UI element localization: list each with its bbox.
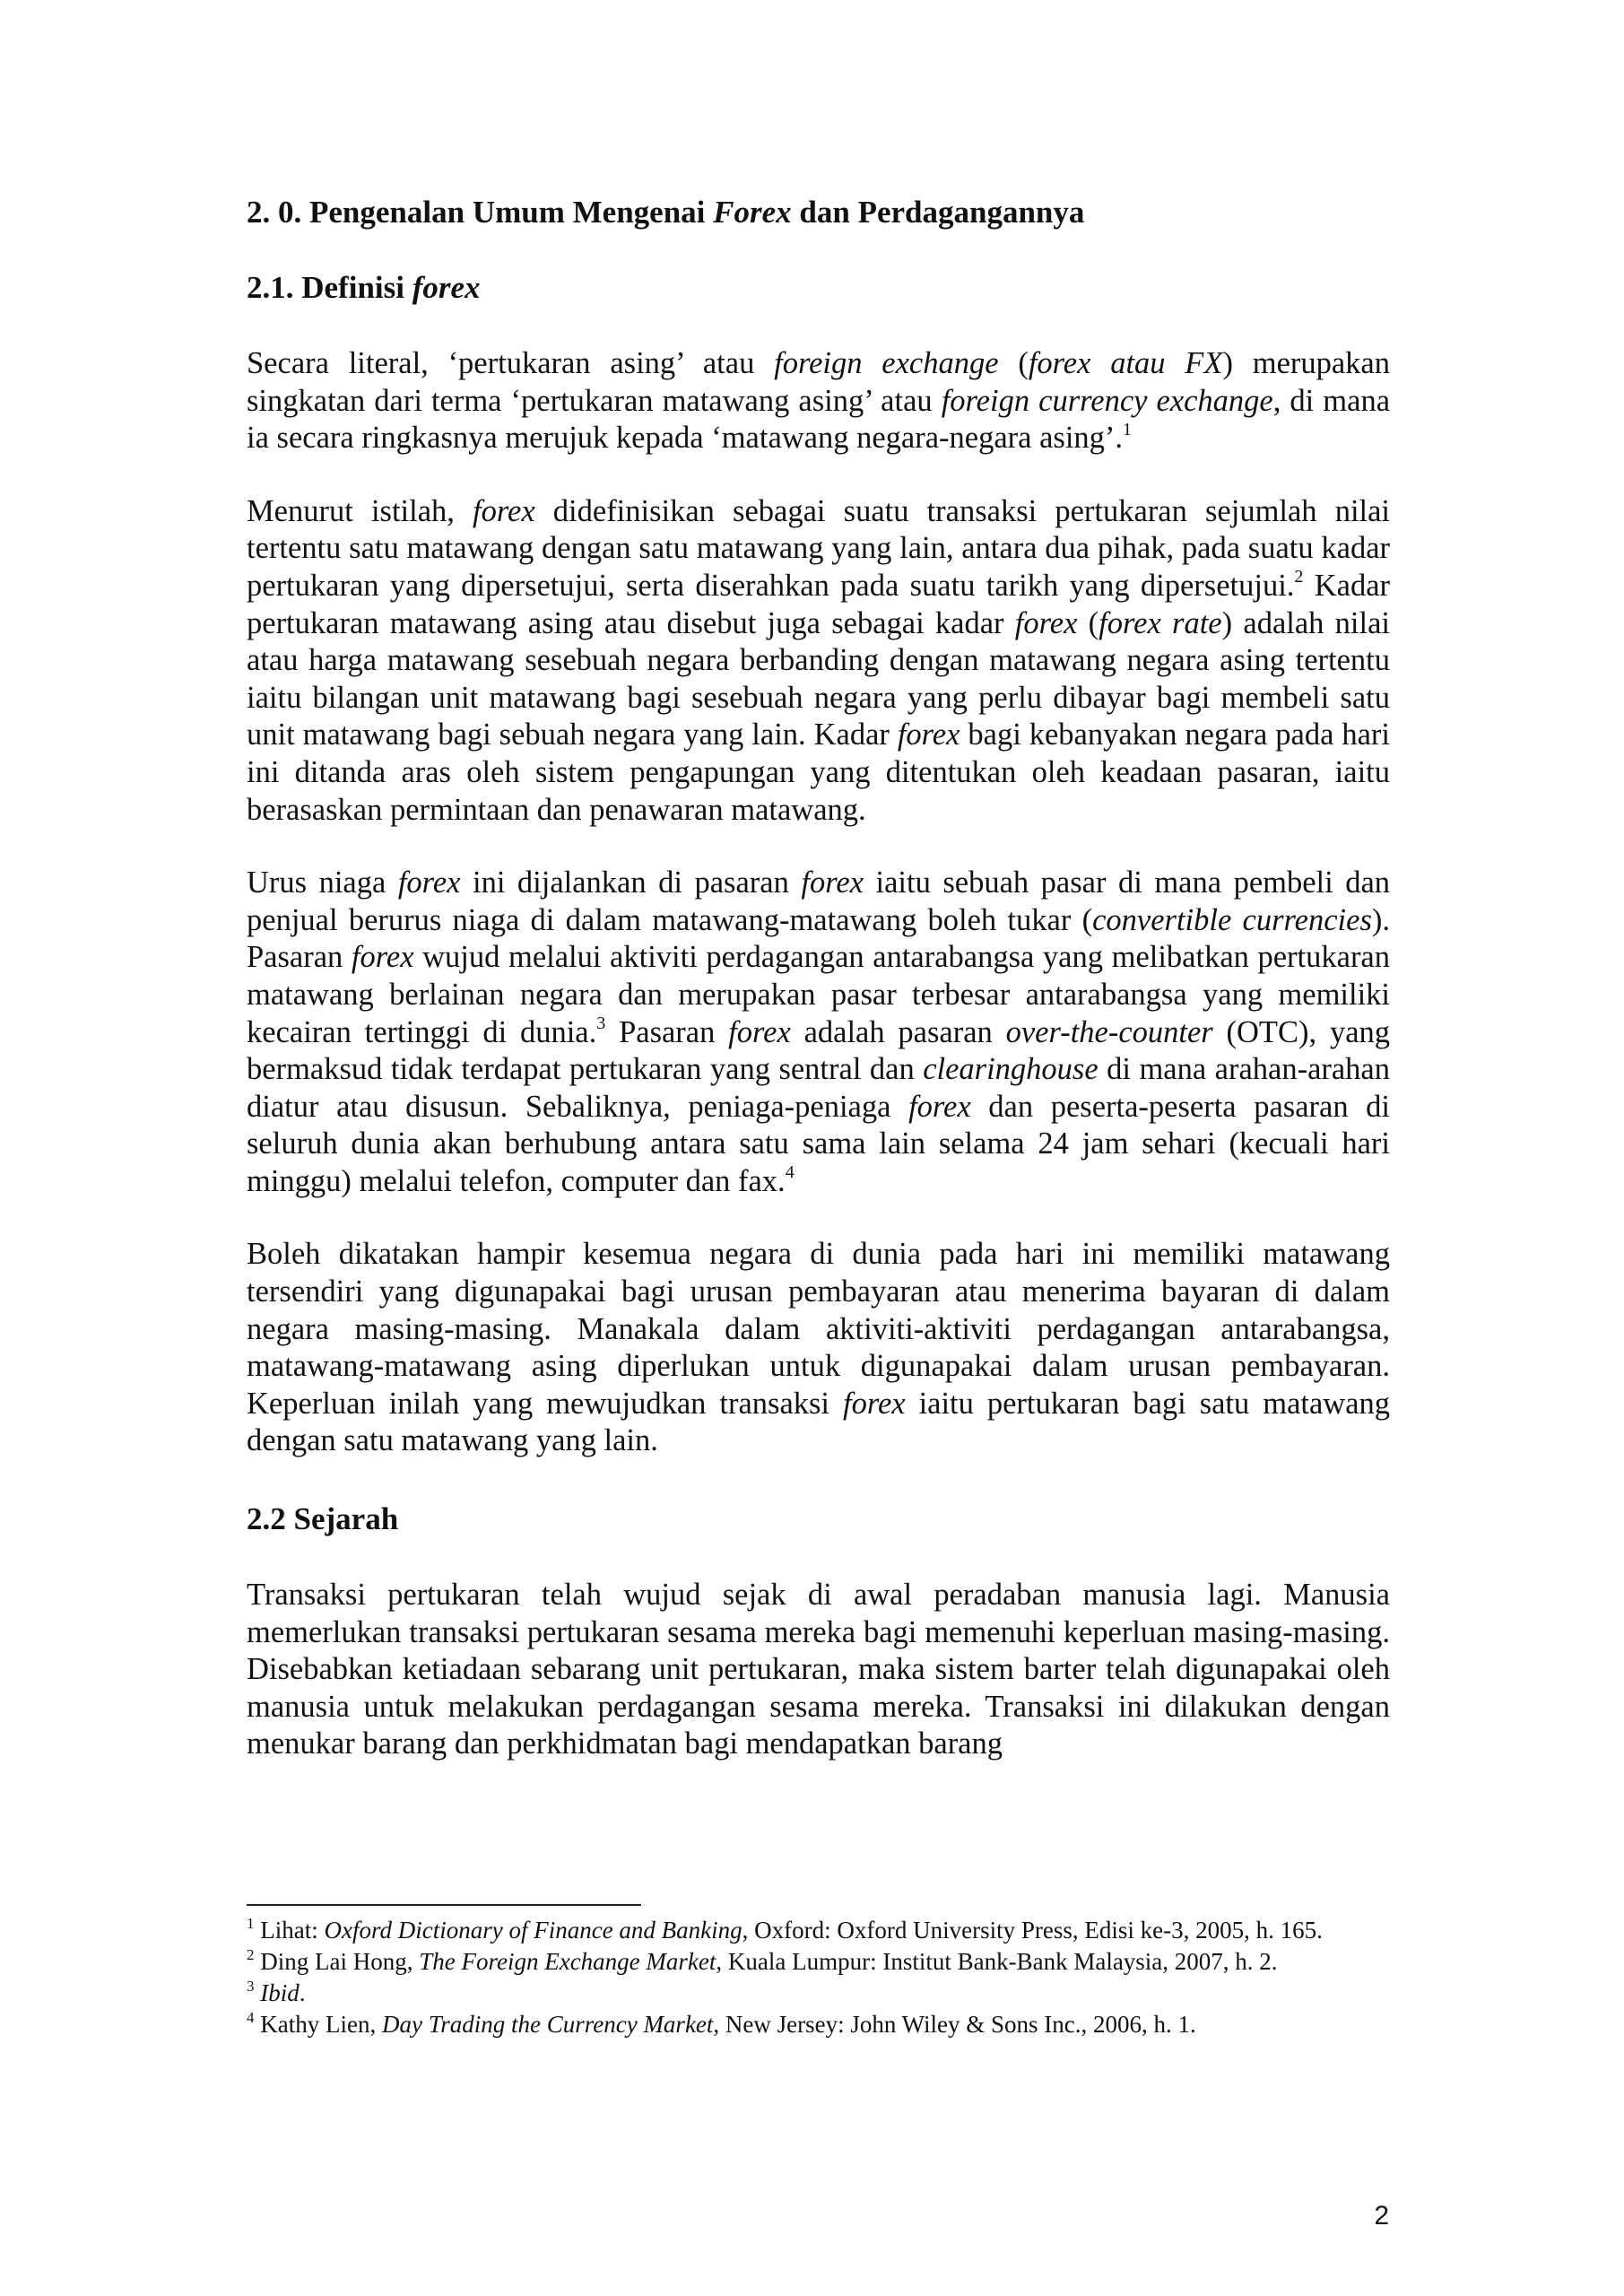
footnote-2: $^2$ Ding Lai Hong, The Foreign Exchange Market, Kuala Lumpur: Institut Bank-Bank Malaysia, 2007, h. 2. bbox=[247, 1946, 1278, 1975]
footnote-ref-1: 1 bbox=[1123, 419, 1133, 439]
footnote-ref-3: 3 bbox=[596, 1013, 606, 1033]
section-heading-sejarah: 2.2 Sejarah bbox=[247, 1501, 399, 1537]
footnote-separator bbox=[247, 1904, 641, 1906]
page-content bbox=[247, 193, 1390, 1763]
paragraph-4: Boleh dikatakan hampir kesemua negara di dunia pada hari ini memiliki matawang tersendiri yang digunapakai bagi urusan pembayaran atau menerima bayaran di dalam negara masing-masing. Manakala dalam aktiviti-aktiviti perdagangan antarabangsa, matawang-matawang asing diperlukan untuk digunapakai dalam urusan pembayaran. Keperluan inilah yang mewujudkan transaksi forex iaitu pertukaran bagi satu matawang dengan satu matawang yang lain. bbox=[247, 1237, 1391, 1458]
footnotes bbox=[247, 1916, 1390, 2041]
footnote-1: $^1$ Lihat: Oxford Dictionary of Finance and Banking, Oxford: Oxford University Press, Edisi ke-3, 2005, h. 165. bbox=[247, 1915, 1323, 1944]
paragraph-2: Menurut istilah, forex didefinisikan sebagai suatu transaksi pertukaran sejumlah nilai tertentu satu matawang dengan satu matawang yang lain, antara dua pihak, pada suatu kadar pertukaran yang dipersetujui, serta diserahkan pada suatu tarikh yang dipersetujui.$^2$ Kadar pertukaran matawang asing atau disebut juga sebagai kadar forex (forex rate) adalah nilai atau harga matawang sesebuah negara berbanding dengan matawang negara asing tertentu iaitu bilangan unit matawang bagi sesebuah negara yang perlu dibayar bagi membeli satu unit matawang bagi sebuah negara yang lain. Kadar forex bagi kebanyakan negara pada hari ini ditanda aras oleh sistem pengapungan yang ditentukan oleh keadaan pasaran, iaitu berasaskan permintaan dan penawaran matawang. bbox=[247, 493, 1391, 827]
footnote-ref-4: 4 bbox=[785, 1162, 795, 1183]
page-number: 2 bbox=[1374, 2201, 1389, 2231]
section-heading-main: 2. 0. Pengenalan Umum Mengenai Forex dan Perdagangannya bbox=[247, 195, 1085, 230]
section-heading-definisi: 2.1. Definisi forex bbox=[247, 270, 481, 305]
paragraph-3: Urus niaga forex ini dijalankan di pasaran forex iaitu sebuah pasar di mana pembeli dan penjual berurus niaga di dalam matawang-matawang boleh tukar (convertible currencies). Pasaran forex wujud melalui aktiviti perdagangan antarabangsa yang melibatkan pertukaran matawang berlainan negara dan merupakan pasar terbesar antarabangsa yang memiliki kecairan tertinggi di dunia.$^3$ Pasaran forex adalah pasaran over-the-counter (OTC), yang bermaksud tidak terdapat pertukaran yang sentral dan clearinghouse di mana arahan-arahan diatur atau disusun. Sebaliknya, peniaga-peniaga forex dan peserta-peserta pasaran di seluruh dunia akan berhubung antara satu sama lain selama 24 jam sehari (kecuali hari minggu) melalui telefon, computer dan fax.$^4$ bbox=[247, 865, 1391, 1198]
footnote-4: $^4$ Kathy Lien, Day Trading the Currency Market, New Jersey: John Wiley & Sons Inc., 2006, h. 1. bbox=[247, 2009, 1196, 2038]
footnote-ref-2: 2 bbox=[1294, 567, 1304, 587]
paragraph-5: Transaksi pertukaran telah wujud sejak di awal peradaban manusia lagi. Manusia memerlukan transaksi pertukaran sesama mereka bagi memenuhi keperluan masing-masing. Disebabkan ketiadaan sebarang unit pertukaran, maka sistem barter telah digunapakai oleh manusia untuk melakukan perdagangan sesama mereka. Transaksi ini dilakukan dengan menukar barang dan perkhidmatan bagi mendapatkan barang bbox=[247, 1578, 1390, 1761]
paragraph-1: Secara literal, ‘pertukaran asing’ atau foreign exchange (forex atau FX) merupakan singkatan dari terma ‘pertukaran matawang asing’ atau foreign currency exchange, di mana ia secara ringkasnya merujuk kepada ‘matawang negara-negara asing’.$^1$ bbox=[247, 346, 1391, 456]
footnote-3: $^3$ Ibid. bbox=[247, 1978, 306, 2006]
